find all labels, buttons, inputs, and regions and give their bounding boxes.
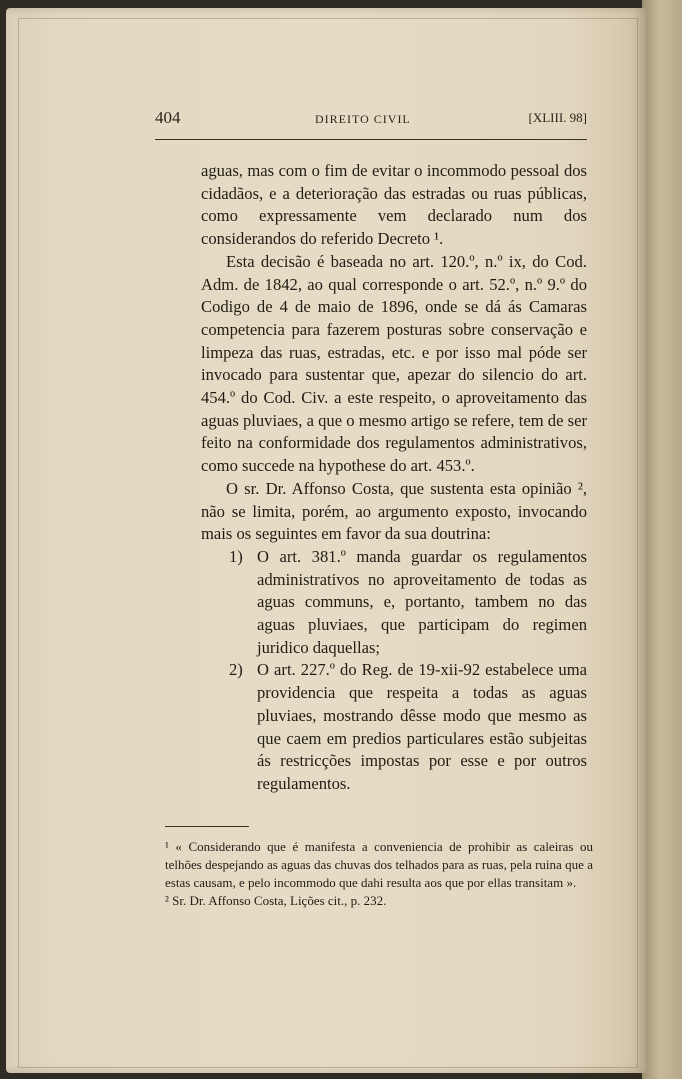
paragraph-opinion: O sr. Dr. Affonso Costa, que sustenta esta opinião ², não se limita, porém, ao argumento exposto, invocando mais os seguintes em favor da sua doutrina:	[201, 478, 587, 544]
list-item	[201, 546, 587, 660]
list-item-number: 2)	[229, 660, 243, 680]
running-header	[155, 108, 587, 130]
header-rule	[155, 139, 587, 140]
running-title: DIREITO CIVIL	[315, 112, 411, 126]
next-page-edge	[642, 0, 682, 1079]
footnotes	[165, 838, 593, 910]
footnote-1: ¹ « Considerando que é manifesta a conveniencia de prohibir as caleiras ou telhões despejando as aguas das chuvas dos telhados para as ruas, pela ruina que a estas causam, e pelo incommodo que dahi resulta aos que por ellas transitam ».	[165, 839, 593, 890]
paragraph-continuation: aguas, mas com o fim de evitar o incommodo pessoal dos cidadãos, e a deterioração das estradas ou ruas públicas, como expressamente vem declarado num dos considerandos do referido Decreto ¹.	[201, 161, 587, 249]
footnote-separator	[165, 826, 249, 827]
list-item-text: O art. 227.º do Reg. de 19-xii-92 estabelece uma providencia que respeita a todas as aguas pluviaes, mostrando dêsse modo que mesmo as que caem em predios particulares estão subjeitas ás restricções impostas por esse e por outros regulamentos.	[257, 660, 587, 793]
paragraph-decision: Esta decisão é baseada no art. 120.º, n.º ix, do Cod. Adm. de 1842, ao qual corresponde o art. 52.º, n.º 9.º do Codigo de 4 de maio de 1896, onde se dá ás Camaras competencia para fazerem posturas sobre conservação e limpeza das ruas, estradas, etc. e por isso mal póde ser invocado para sustentar que, apezar do silencio do art. 454.º do Cod. Civ. a este respeito, o aproveitamento das aguas pluviaes, a que o mesmo artigo se refere, tem de ser feito na conformidade dos regulamentos administrativos, como succede na hypothese do art. 453.º.	[201, 251, 587, 476]
list-item-number: 1)	[229, 546, 243, 566]
list-item	[201, 659, 587, 795]
section-reference: [XLIII. 98]	[528, 110, 587, 125]
main-text	[201, 160, 587, 796]
page-number: 404	[155, 108, 181, 127]
list-item-text: O art. 381.º manda guardar os regulamentos administrativos no aproveitamento de todas as aguas communs, e, portanto, tambem no das aguas pluviaes, que participam do regimen juridico daquellas;	[257, 546, 587, 657]
footnote-2: ² Sr. Dr. Affonso Costa, Lições cit., p. 232.	[165, 893, 387, 908]
